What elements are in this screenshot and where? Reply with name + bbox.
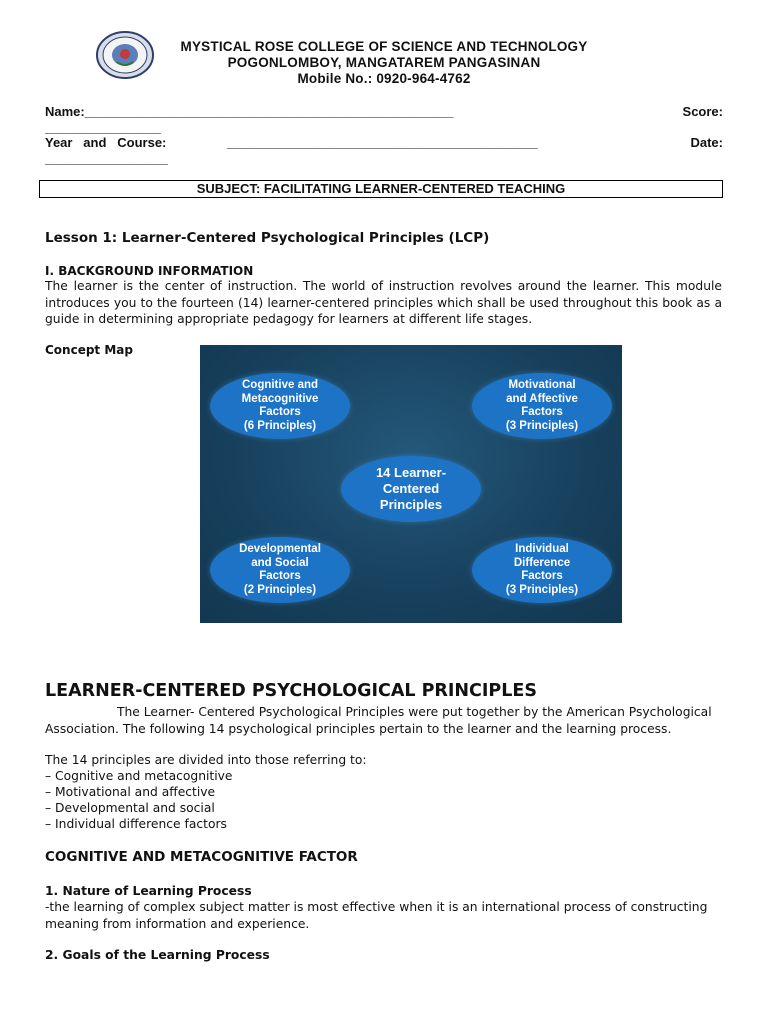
oval-text-line: (6 Principles) xyxy=(243,419,317,432)
oval-center xyxy=(341,456,481,522)
oval-text-line: 14 Learner- xyxy=(375,465,447,480)
college-address: POGONLOMBOY, MANGATAREM PANGASINAN xyxy=(227,55,541,70)
score-label: Score: xyxy=(682,104,723,119)
year-course-row xyxy=(45,135,723,150)
oval-text-line: Developmental xyxy=(239,543,321,555)
background-heading: I. BACKGROUND INFORMATION xyxy=(45,264,254,278)
oval-text-line: Principles xyxy=(379,497,443,512)
date-label: Date: xyxy=(690,135,723,150)
name-field-row xyxy=(45,104,723,119)
concept-map-diagram xyxy=(200,345,622,623)
lcp-list-item: – Individual difference factors xyxy=(45,817,227,831)
oval-text-line: Centered xyxy=(382,481,440,496)
concept-map-label: Concept Map xyxy=(45,343,133,357)
oval-motivational xyxy=(472,373,612,439)
oval-text-line: Factors xyxy=(259,570,301,582)
oval-cognitive xyxy=(210,373,350,439)
year-course-line: ___________________________________________ xyxy=(227,135,538,150)
oval-text-line: (3 Principles) xyxy=(505,583,579,596)
item1-title: 1. Nature of Learning Process xyxy=(45,884,252,898)
subject-box: SUBJECT: FACILITATING LEARNER-CENTERED TEACHING xyxy=(39,180,723,198)
item1-text: -the learning of complex subject matter is most effective when it is an international process of constructing meaning from information and experience. xyxy=(45,900,708,931)
lcp-list-item: – Motivational and affective xyxy=(45,785,216,799)
cognitive-heading: COGNITIVE AND METACOGNITIVE FACTOR xyxy=(45,849,358,865)
lcp-intro: The Learner- Centered Psychological Principles were put together by the American Psychological Association. The following 14 psychological principles pertain to the learner and the learning process. xyxy=(45,705,712,736)
college-mobile: Mobile No.: 0920-964-4762 xyxy=(297,71,471,86)
oval-text-line: and Affective xyxy=(506,392,578,405)
lesson-title: Lesson 1: Learner-Centered Psychological Principles (LCP) xyxy=(45,230,490,246)
oval-text-line: Individual xyxy=(515,543,569,555)
name-label: Name:___________________________________________________ xyxy=(45,104,454,119)
oval-individual xyxy=(472,537,612,603)
oval-text-line: Cognitive and xyxy=(241,379,319,391)
college-name: MYSTICAL ROSE COLLEGE OF SCIENCE AND TECHNOLOGY xyxy=(180,39,588,54)
lcp-heading: LEARNER-CENTERED PSYCHOLOGICAL PRINCIPLES xyxy=(45,681,537,701)
oval-developmental xyxy=(210,537,350,603)
lcp-list-item: – Developmental and social xyxy=(45,801,215,815)
background-text: The learner is the center of instruction. The world of instruction revolves around the learner. This module introduces you to the fourteen (14) learner-centered principles which shall be used throughout this book as a guide in determining appropriate pedagogy for learners at different life stages. xyxy=(45,279,722,326)
item2-title: 2. Goals of the Learning Process xyxy=(45,948,270,962)
oval-text-line: Factors xyxy=(521,406,563,418)
oval-text-line: (3 Principles) xyxy=(505,419,579,432)
lcp-divided-intro: The 14 principles are divided into those referring to: xyxy=(45,753,367,767)
lcp-list-item: – Cognitive and metacognitive xyxy=(45,769,233,783)
oval-text-line: and Social xyxy=(251,556,309,569)
oval-text-line: Difference xyxy=(513,556,571,569)
oval-text-line: (2 Principles) xyxy=(243,583,317,596)
oval-text-line: Motivational xyxy=(508,379,576,391)
oval-text-line: Factors xyxy=(521,570,563,582)
date-line: _________________ xyxy=(45,151,168,166)
year-course-label: Year and Course: xyxy=(45,135,167,150)
oval-text-line: Factors xyxy=(259,406,301,418)
score-line: ________________ xyxy=(45,120,161,135)
oval-text-line: Metacognitive xyxy=(241,392,319,405)
